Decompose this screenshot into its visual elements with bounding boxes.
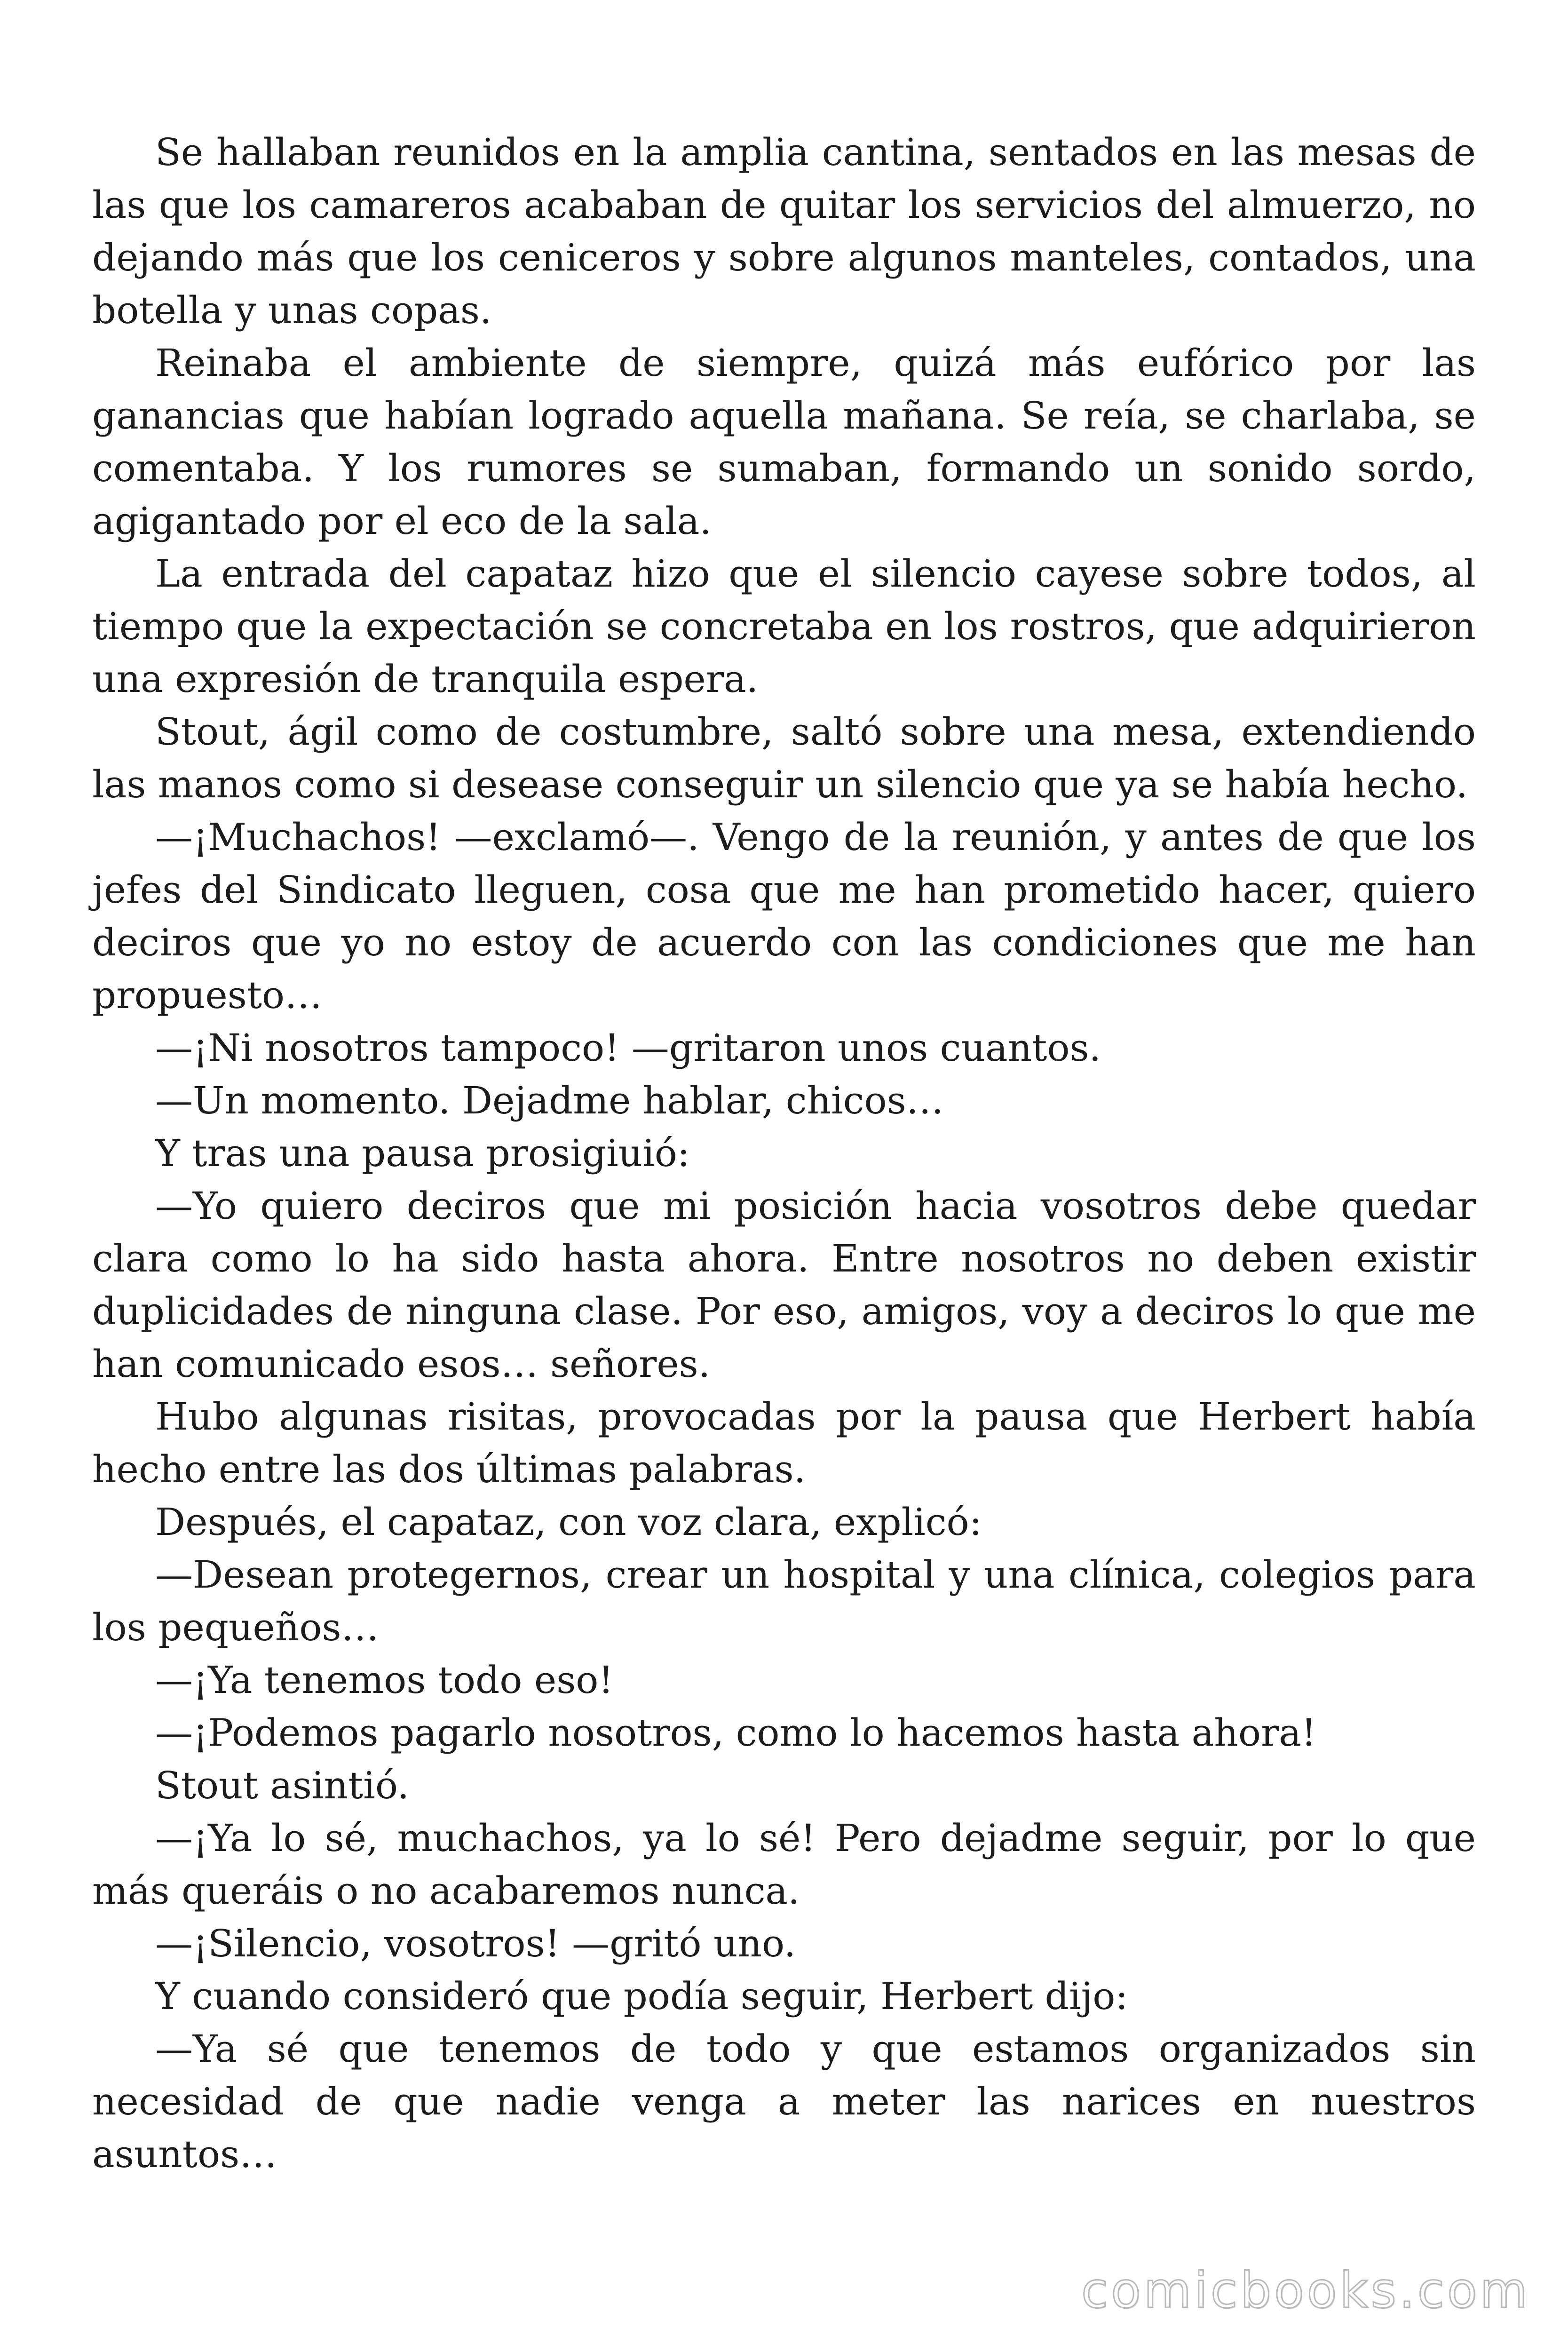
paragraph-16: —¡Ya lo sé, muchachos, ya lo sé! Pero dejadme seguir, por lo que más queráis o no acabaremos nunca.	[92, 1816, 1476, 1913]
paragraph-4: Stout, ágil como de costumbre, saltó sobre una mesa, extendiendo las manos como si desease conseguir un silencio que ya se había hecho.	[92, 710, 1476, 806]
paragraph-7: —Un momento. Dejadme hablar, chicos…	[155, 1079, 944, 1122]
paragraph-14: —¡Podemos pagarlo nosotros, como lo hacemos hasta ahora!	[155, 1711, 1317, 1755]
body-text	[92, 126, 1476, 2181]
paragraph-13: —¡Ya tenemos todo eso!	[155, 1658, 614, 1702]
paragraph-5: —¡Muchachos! —exclamó—. Vengo de la reunión, y antes de que los jefes del Sindicato lleguen, cosa que me han prometido hacer, quiero deciros que yo no estoy de acuerdo con las condiciones que me han propuesto…	[92, 815, 1476, 1017]
paragraph-3: La entrada del capataz hizo que el silencio cayese sobre todos, al tiempo que la expectación se concretaba en los rostros, que adquirieron una expresión de tranquila espera.	[92, 552, 1476, 701]
paragraph-18: Y cuando consideró que podía seguir, Herbert dijo:	[155, 1974, 1128, 2018]
watermark: comicbooks.com	[1081, 2262, 1530, 2319]
paragraph-1: Se hallaban reunidos en la amplia cantina, sentados en las mesas de las que los camareros acababan de quitar los servicios del almuerzo, no dejando más que los ceniceros y sobre algunos manteles, contados, una botella y unas copas.	[92, 130, 1476, 332]
paragraph-19: —Ya sé que tenemos de todo y que estamos organizados sin necesidad de que nadie venga a meter las narices en nuestros asuntos…	[92, 2027, 1476, 2176]
paragraph-11: Después, el capataz, con voz clara, explicó:	[155, 1500, 982, 1544]
paragraph-8: Y tras una pausa prosigiuió:	[155, 1131, 690, 1175]
paragraph-2: Reinaba el ambiente de siempre, quizá más eufórico por las ganancias que habían logrado aquella mañana. Se reía, se charlaba, se comentaba. Y los rumores se sumaban, formando un sonido sordo, agigantado por el eco de la sala.	[92, 341, 1476, 543]
paragraph-15: Stout asintió.	[155, 1764, 409, 1807]
paragraph-10: Hubo algunas risitas, provocadas por la pausa que Herbert había hecho entre las dos últimas palabras.	[92, 1395, 1476, 1491]
paragraph-12: —Desean protegernos, crear un hospital y una clínica, colegios para los pequeños…	[92, 1553, 1476, 1649]
paragraph-17: —¡Silencio, vosotros! —gritó uno.	[155, 1922, 796, 1965]
paragraph-9: —Yo quiero deciros que mi posición hacia vosotros debe quedar clara como lo ha sido hasta ahora. Entre nosotros no deben existir duplicidades de ninguna clase. Por eso, amigos, voy a deciros lo que me han comunicado esos… señores.	[92, 1184, 1476, 1386]
paragraph-6: —¡Ni nosotros tampoco! —gritaron unos cuantos.	[155, 1026, 1101, 1070]
